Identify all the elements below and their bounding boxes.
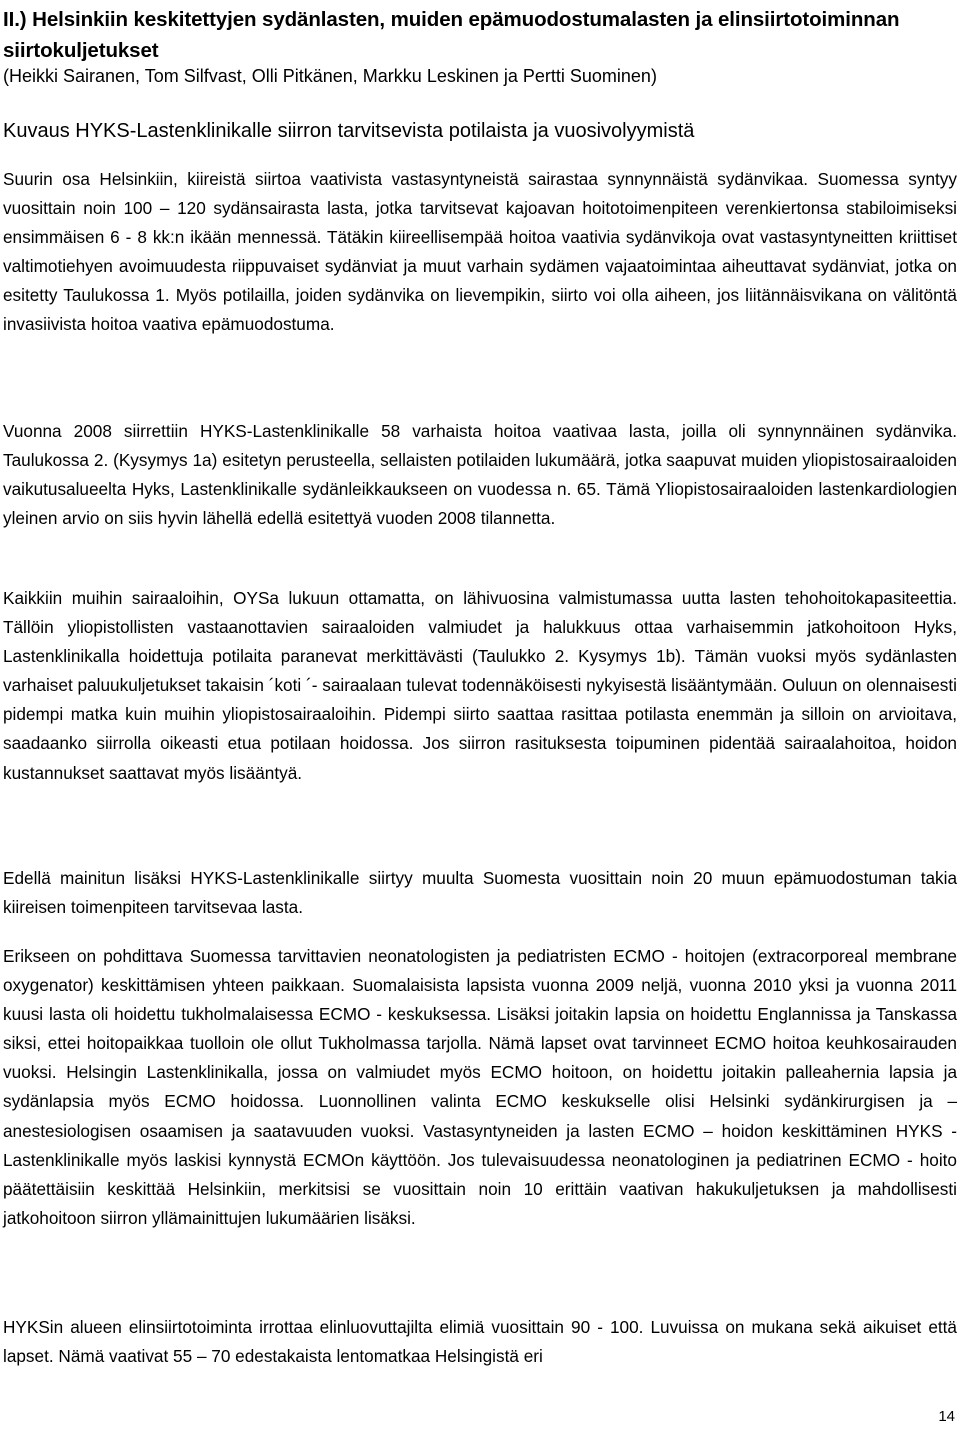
- page-number: 14: [938, 1408, 955, 1425]
- paragraph: Erikseen on pohdittava Suomessa tarvittavien neonatologisten ja pediatristen ECMO - hoitojen (extracorporeal membrane oxygenator) keskittämisen yhteen paikkaan. Suomalaisista lapsista vuonna 2009 neljä, vuonna 2010 yksi ja vuonna 2011 kuusi lasta oli hoidettu tukholmalaisessa ECMO - keskuksessa. Lisäksi joitakin lapsia on hoidettu Englannissa ja Tanskassa siksi, ettei hoitopaikkaa tuolloin ole ollut Tukholmassa tarjolla. Nämä lapset ovat tarvinneet ECMO hoitoa keuhkosairauden vuoksi. Helsingin Lastenklinikalla, jossa on valmiudet myös ECMO hoitoon, on hoidettu joitakin palleahernia lapsia ja sydänlapsia myös ECMO hoidossa. Luonnollinen valinta ECMO keskukselle olisi Helsinki sydänkirurgisen ja – anestesiologisen osaamisen ja saatavuuden vuoksi. Vastasyntyneiden ja lasten ECMO – hoidon keskittäminen HYKS - Lastenklinikalle myös laskisi kynnystä ECMOn käyttöön. Jos tulevaisuudessa neonatologinen ja pediatrinen ECMO - hoito päätettäisiin keskittää Helsinkiin, merkitsisi se vuosittain noin 10 erittäin vaativan hakukuljetuksen ja mahdollisesti jatkohoitoon siirron yllämainittujen lukumäärien lisäksi.: [3, 946, 957, 1228]
- paragraph: Suurin osa Helsinkiin, kiireistä siirtoa vaativista vastasyntyneistä sairastaa synnynnäistä sydänvikaa. Suomessa syntyy vuosittain noin 100 – 120 sydänsairasta lasta, jotka tarvitsevat kajoavan hoitotoimenpiteen verenkiertonsa stabiloimiseksi ensimmäisen 6 - 8 kk:n ikään mennessä. Tätäkin kiireellisempää hoitoa vaativia sydänvikoja ovat vastasyntyneitten kriittiset valtimotiehyen avoimuudesta riippuvaiset sydänviat ja muut varhain sydämen vajaatoimintaa aiheuttavat sydänviat, jotka on esitetty Taulukossa 1. Myös potilailla, joiden sydänvika on lievempikin, siirto voi olla aiheen, jos liitännäisvikana on välitöntä invasiivista hoitoa vaativa epämuodostuma.: [3, 169, 957, 335]
- paragraph: Edellä mainitun lisäksi HYKS-Lastenklinikalle siirtyy muulta Suomesta vuosittain noin 20 muun epämuodostuman takia kiireisen toimenpiteen tarvitsevaa lasta.: [3, 868, 957, 918]
- section-heading: II.) Helsinkiin keskitettyjen sydänlasten, muiden epämuodostumalasten ja elinsiirtotoiminnan siirtokuljetukset: [3, 8, 900, 62]
- paragraph: Kaikkiin muihin sairaaloihin, OYSa lukuun ottamatta, on lähivuosina valmistumassa uutta lasten tehohoitokapasiteettia. Tällöin yliopistollisten vastaanottavien sairaaloiden valmiudet ja halukkuus ottaa varhaisemmin jatkohoitoon Hyks, Lastenklinikalla hoidettuja potilaita paranevat merkittävästi (Taulukko 2. Kysymys 1b). Tämän vuoksi myös sydänlasten varhaiset paluukuljetukset takaisin ´koti ´- sairaalaan tulevat todennäköisesti nykyisestä lisääntymään. Ouluun on olennaisesti pidempi matka kuin muihin yliopistosairaaloihin. Pidempi siirto saattaa rasittaa potilasta enemmän ja silloin on arvioitava, saadaanko siirrolla oikeasti etua potilaan hoidossa. Jos siirron rasituksesta toipuminen pidentää sairaalahoitoa, hoidon kustannukset saattavat myös lisääntyä.: [3, 588, 957, 783]
- paragraph: Vuonna 2008 siirrettiin HYKS-Lastenklinikalle 58 varhaista hoitoa vaativaa lasta, joilla oli synnynnäinen sydänvika. Taulukossa 2. (Kysymys 1a) esitetyn perusteella, sellaisten potilaiden lukumäärä, jotka saapuvat muiden yliopistosairaaloiden vaikutusalueelta Hyks, Lastenklinikalle sydänleikkaukseen on vuodessa n. 65. Tämä Yliopistosairaaloiden lastenkardiologien yleinen arvio on siis hyvin lähellä edellä esitettyä vuoden 2008 tilannetta.: [3, 421, 957, 529]
- authors-line: (Heikki Sairanen, Tom Silfvast, Olli Pitkänen, Markku Leskinen ja Pertti Suominen): [3, 66, 657, 86]
- paragraph: HYKSin alueen elinsiirtotoiminta irrottaa elinluovuttajilta elimiä vuosittain 90 - 100. Luvuissa on mukana sekä aikuiset että lapset. Nämä vaativat 55 – 70 edestakaista lentomatkaa Helsingistä eri: [3, 1317, 957, 1367]
- document-page: [3, 0, 957, 1429]
- subsection-heading: Kuvaus HYKS-Lastenklinikalle siirron tarvitsevista potilaista ja vuosivolyymistä: [3, 120, 695, 142]
